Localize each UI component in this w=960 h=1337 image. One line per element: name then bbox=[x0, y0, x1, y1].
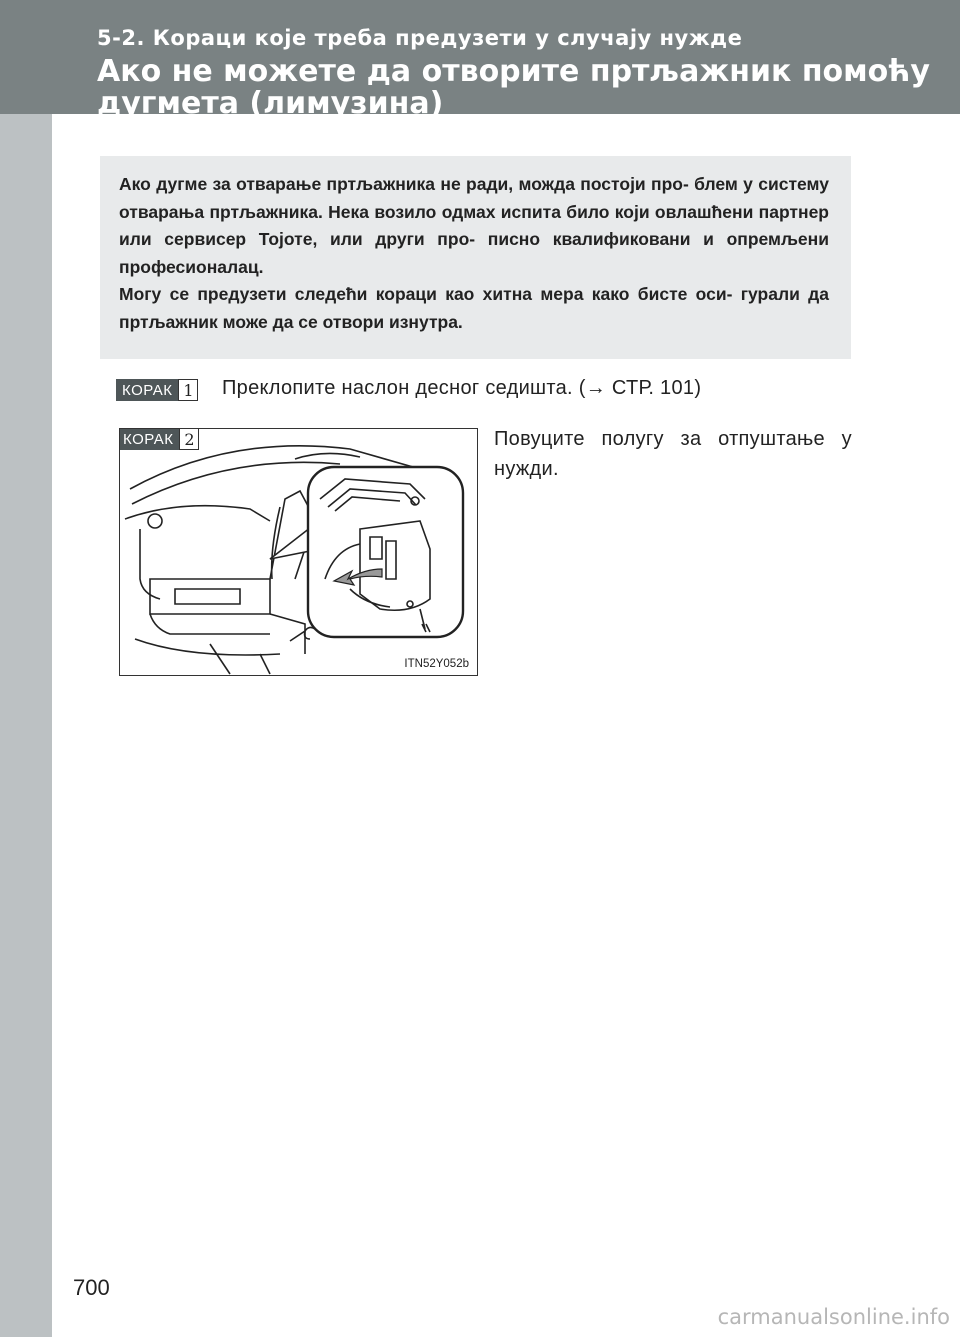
step-1-label: КОРАК bbox=[116, 379, 178, 401]
trunk-lever-illustration bbox=[120, 429, 477, 675]
info-box bbox=[100, 156, 851, 359]
info-paragraph-1: Ако дугме за отварање пртљажника не ради, можда постоји про- блем у систему отварања пртљажника. Нека возило одмах испита било који овлашћени партнер или сервисер Тојоте, или други про- писно квалификовани и опремљени професионалац. bbox=[119, 174, 829, 277]
step-2-figure bbox=[119, 428, 478, 676]
page-number: 700 bbox=[73, 1275, 110, 1300]
step-2-number: 2 bbox=[179, 428, 199, 450]
step-2-badge bbox=[119, 428, 199, 450]
step-1-number: 1 bbox=[178, 379, 198, 401]
step-1-text: Преклопите наслон десног седишта. (→ СТР. 101) bbox=[222, 377, 702, 399]
step-2-label: КОРАК bbox=[119, 428, 179, 450]
page-side-strip bbox=[0, 0, 52, 1337]
page-header bbox=[0, 0, 960, 121]
step-1-badge bbox=[116, 379, 198, 401]
page-title: Ако не можете да отворите пртљажник помоћу дугмета (лимузина) bbox=[97, 54, 930, 121]
section-title: 5-2. Кораци које треба предузети у случају нужде bbox=[97, 26, 743, 50]
figure-code: ITN52Y052b bbox=[404, 658, 469, 670]
info-text bbox=[119, 171, 829, 336]
info-paragraph-2: Могу се предузети следећи кораци као хитна мера како бисте оси- гурали да пртљажник може да се отвори изнутра. bbox=[119, 284, 829, 332]
step-2-text: Повуците полугу за отпуштање у нужди. bbox=[494, 428, 852, 480]
watermark: carmanualsonline.info bbox=[717, 1305, 950, 1329]
